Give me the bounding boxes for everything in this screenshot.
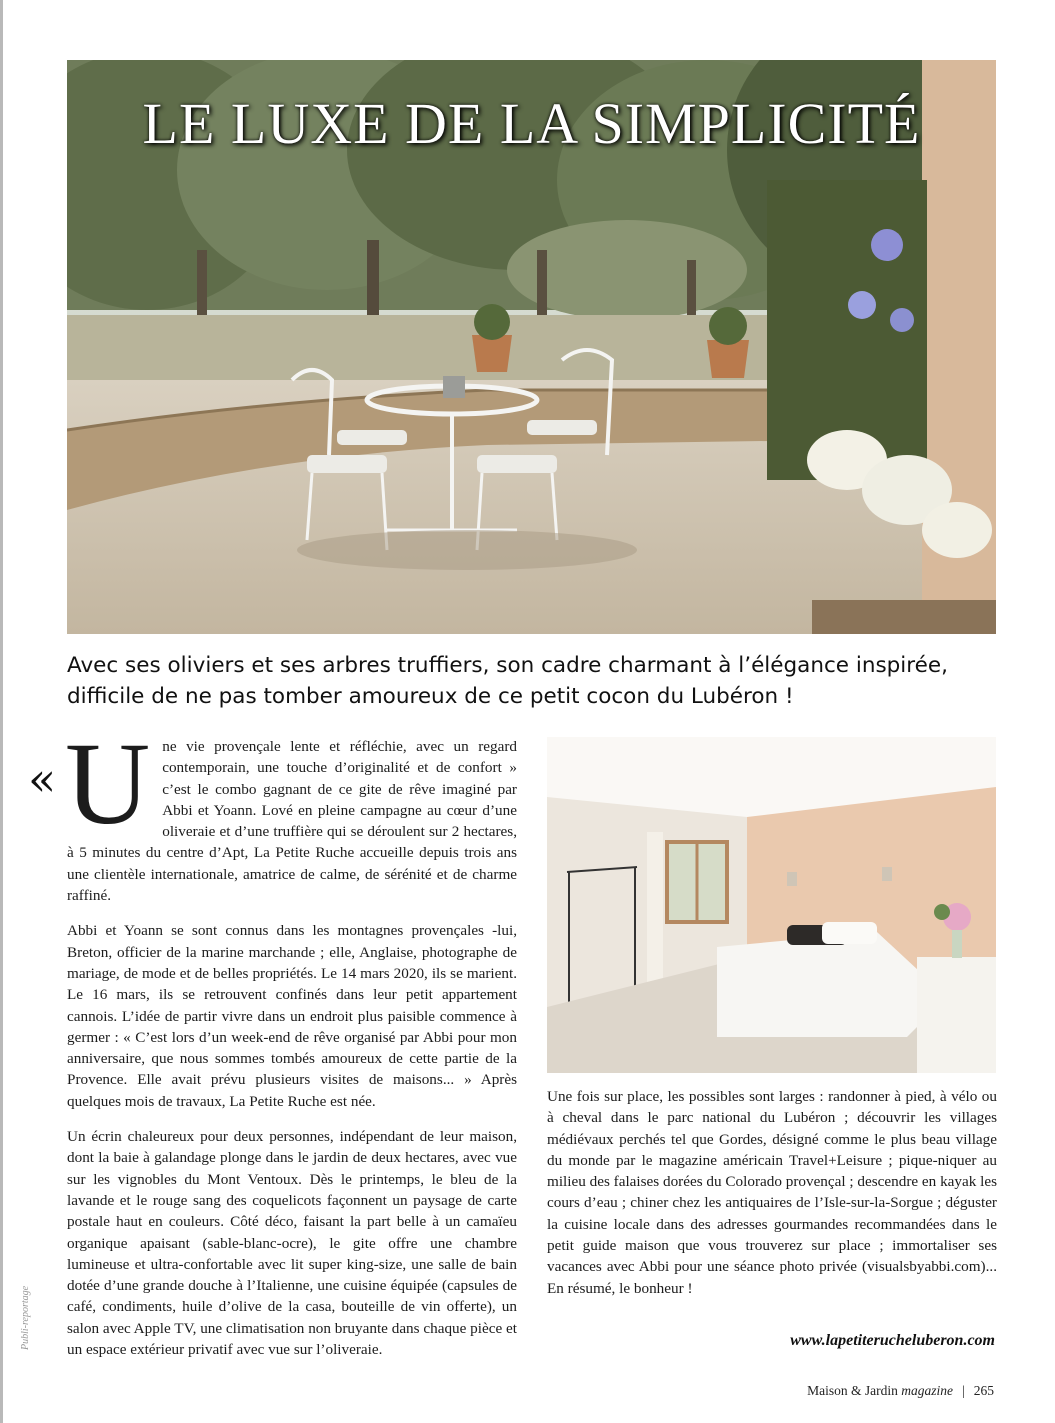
article-title: LE LUXE DE LA SIMPLICITÉ (142, 91, 921, 156)
side-label: Publi-reportage (20, 1285, 31, 1350)
page-number: 265 (973, 1383, 994, 1398)
bedroom-photo (547, 737, 996, 1073)
hero-photo (67, 60, 996, 634)
paragraph-4: Une fois sur place, les possibles sont larges : randonner à pied, à vélo ou à cheval dans le parc national du Lubéron ; découvrir les villages médiévaux perchés tel que Gordes, désigné comme le plus beau village du monde par le magazine américain Travel+Leisure ; pique-niquer au milieu des falaises dorées du Colorado provençal ; descendre en kayak les cours d’eau ; chiner chez les antiquaires de l’Isle-sur-la-Sorgue ; déguster la cuisine locale dans des adresses gourmandes recommandées dans le petit guide maison que vous trouverez sur place ; immortaliser ses vacances avec Abbi pour une séance photo privée (visualsbyabbi.com)... En résumé, le bonheur ! (547, 1088, 997, 1297)
footer-separator: | (962, 1383, 965, 1398)
article-column-left (65, 718, 517, 1374)
article-column-right (547, 1086, 997, 1313)
magazine-suffix: magazine (901, 1383, 954, 1398)
drop-cap: U (65, 718, 151, 849)
article-lede: Avec ses oliviers et ses arbres truffiers, son cadre charmant à l’élégance inspirée, difficile de ne pas tomber amoureux de ce petit cocon du Lubéron ! (67, 653, 948, 709)
page-footer (807, 1383, 994, 1399)
magazine-name: Maison & Jardin (807, 1383, 898, 1398)
paragraph-1-text: ne vie provençale lente et réfléchie, avec un regard contemporain, une touche d’originalité et de confort » c’est le combo gagnant de ce gite de rêve imaginé par Abbi et Yoann. Lové en pleine campagne au cœur d’une oliveraie et d’une truffière qui se déroulent sur 2 hectares, à 5 minutes du centre d’Apt, La Petite Ruche accueille depuis trois ans une clientèle internationale, amatrice de calme, de sérénité et de charme raffiné. (67, 738, 517, 905)
bedroom-illustration (547, 737, 996, 1073)
page-edge (0, 0, 3, 1423)
paragraph-3: Un écrin chaleureux pour deux personnes, indépendant de leur maison, dont la baie à galandage plonge dans le jardin de deux hectares, avec vue sur les vignobles du Mont Ventoux. Dès le printemps, le bleu de la lavande et le rouge sang des coquelicots façonnent un paysage de carte postale haut en couleurs. Côté déco, faisant la part belle à un camaïeu organique apaisant (sable-blanc-ocre), le gite offre une chambre lumineuse et ultra-confortable avec lit super king-size, une salle de bain dotée d’une grande douche à l’Italienne, une cuisine équipée (capsules de café, condiments, huile d’olive de la casa, bouteille de vin offerte), un salon avec Apple TV, une climatisation non bruyante dans chaque pièce et un espace extérieur privatif avec vue sur l’oliveraie. (67, 1128, 517, 1359)
paragraph-1 (65, 718, 517, 906)
website-link[interactable]: www.lapetiterucheluberon.com (790, 1332, 995, 1349)
paragraph-2: Abbi et Yoann se sont connus dans les montagnes provençales -lui, Breton, officier de la marine marchande ; elle, Anglaise, photographe de mariage, de mode et de belles propriétés. Le 14 mars 2020, ils se marient. Le 16 mars, ils se retrouvent confinés dans leur petit appartement cannois. L’idée de partir vivre dans un endroit plus paisible commence à germer : « C’est lors d’un week-end de rêve organisé par Abbi pour mon anniversaire, que nous sommes tombés amoureux de cette partie de la Provence. Elle avait prévu plusieurs visites de maisons... » Après quelques mois de travaux, La Petite Ruche est née. (67, 922, 517, 1110)
opening-quote-mark: « (28, 752, 57, 806)
